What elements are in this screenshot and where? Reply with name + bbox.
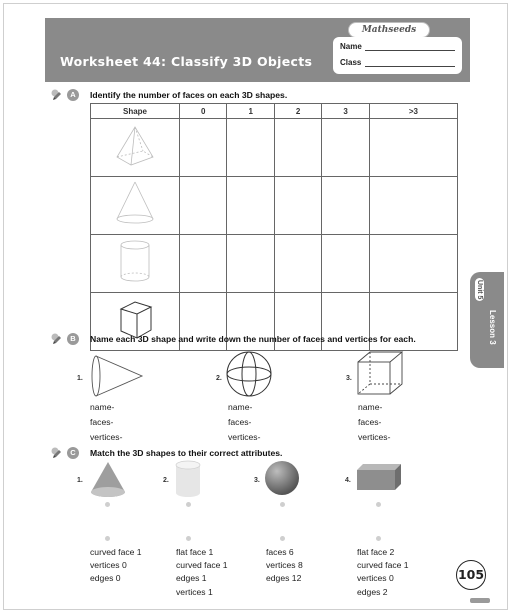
attribute-list xyxy=(90,546,142,586)
answer-cell[interactable] xyxy=(274,177,321,235)
match-dot[interactable] xyxy=(376,536,381,541)
attribute-line: vertices 1 xyxy=(176,586,213,597)
vertices-line: vertices- xyxy=(358,432,391,442)
match-dot[interactable] xyxy=(376,502,381,507)
page-number: 105 xyxy=(456,560,486,590)
attribute-list xyxy=(176,546,228,599)
attribute-line: flat face 1 xyxy=(176,547,214,557)
worksheet-title: Worksheet 44: Classify 3D Objects xyxy=(60,54,313,69)
shape-cell xyxy=(91,119,180,177)
table-row xyxy=(91,235,458,293)
lesson-label: Lesson 3 xyxy=(488,310,497,345)
answer-cell[interactable] xyxy=(322,235,369,293)
name-line: name- xyxy=(358,402,383,412)
unit-lesson-tab xyxy=(470,272,504,368)
faces-line: faces- xyxy=(358,417,382,427)
answer-cell[interactable] xyxy=(322,177,369,235)
section-letter: C xyxy=(67,447,79,459)
attribute-line: edges 2 xyxy=(357,586,388,597)
cone-icon xyxy=(91,177,179,229)
section-b-badge xyxy=(50,332,79,346)
match-dot[interactable] xyxy=(280,536,285,541)
column-header: 2 xyxy=(274,104,321,119)
answer-cell[interactable] xyxy=(227,177,274,235)
pyramid-icon xyxy=(91,119,179,171)
section-letter: A xyxy=(67,89,79,101)
answer-lines xyxy=(228,400,260,445)
cone-icon xyxy=(88,460,128,500)
attribute-line: flat face 2 xyxy=(357,547,395,557)
vertices-line: vertices- xyxy=(90,432,123,442)
rectangular-prism-icon xyxy=(355,462,403,492)
class-label: Class xyxy=(340,58,362,67)
answer-lines xyxy=(90,400,122,445)
attribute-line: vertices 0 xyxy=(90,560,127,571)
section-a-instruction: Identify the number of faces on each 3D shapes. xyxy=(90,90,288,100)
name-label: Name xyxy=(340,42,362,51)
cylinder-icon xyxy=(91,235,179,287)
attribute-line: edges 0 xyxy=(90,573,121,584)
faces-line: faces- xyxy=(90,417,114,427)
item-number: 2. xyxy=(163,477,169,484)
item-number: 4. xyxy=(345,477,351,484)
column-header: 3 xyxy=(322,104,369,119)
answer-cell[interactable] xyxy=(180,177,227,235)
answer-cell[interactable] xyxy=(227,235,274,293)
attribute-line: edges 1 xyxy=(176,573,207,584)
answer-cell[interactable] xyxy=(369,119,457,177)
match-dot[interactable] xyxy=(105,502,110,507)
section-a-badge xyxy=(50,88,79,102)
attribute-line: vertices 0 xyxy=(357,573,394,584)
class-field[interactable] xyxy=(365,66,455,67)
name-class-box xyxy=(333,37,462,74)
sphere-icon xyxy=(264,460,300,496)
answer-cell[interactable] xyxy=(180,235,227,293)
match-dot[interactable] xyxy=(105,536,110,541)
section-b-instruction: Name each 3D shape and write down the number of faces and vertices for each. xyxy=(90,334,416,344)
unit-label: Unit 5 xyxy=(476,280,483,300)
answer-cell[interactable] xyxy=(274,235,321,293)
pencil-icon xyxy=(50,446,64,460)
cube-icon xyxy=(355,350,407,400)
column-header: 0 xyxy=(180,104,227,119)
section-c-badge xyxy=(50,446,79,460)
column-header: Shape xyxy=(91,104,180,119)
column-header: 1 xyxy=(227,104,274,119)
faces-table xyxy=(90,103,458,351)
section-letter: B xyxy=(67,333,79,345)
cylinder-icon xyxy=(172,460,204,500)
name-field[interactable] xyxy=(365,50,455,51)
item-number: 2. xyxy=(216,375,222,382)
brand-logo: Mathseeds xyxy=(348,22,430,38)
shape-cell xyxy=(91,235,180,293)
attribute-line: curved face 1 xyxy=(357,560,409,571)
table-row xyxy=(91,119,458,177)
pencil-icon xyxy=(50,332,64,346)
answer-cell[interactable] xyxy=(369,235,457,293)
name-line: name- xyxy=(228,402,253,412)
corner-strip xyxy=(470,598,490,603)
shape-cell xyxy=(91,177,180,235)
answer-lines xyxy=(358,400,390,445)
attribute-line: curved face 1 xyxy=(176,560,228,571)
item-number: 1. xyxy=(77,375,83,382)
attribute-line: faces 6 xyxy=(266,547,294,557)
pencil-icon xyxy=(50,88,64,102)
answer-cell[interactable] xyxy=(227,119,274,177)
faces-line: faces- xyxy=(228,417,252,427)
attribute-line: vertices 8 xyxy=(266,560,303,571)
faces-table-header xyxy=(91,104,458,119)
answer-cell[interactable] xyxy=(180,119,227,177)
item-number: 3. xyxy=(346,375,352,382)
match-dot[interactable] xyxy=(186,502,191,507)
column-header: >3 xyxy=(369,104,457,119)
item-number: 3. xyxy=(254,477,260,484)
match-dot[interactable] xyxy=(280,502,285,507)
name-line: name- xyxy=(90,402,115,412)
match-dot[interactable] xyxy=(186,536,191,541)
answer-cell[interactable] xyxy=(369,177,457,235)
sphere-icon xyxy=(225,350,273,398)
table-row xyxy=(91,177,458,235)
attribute-list xyxy=(266,546,303,586)
vertices-line: vertices- xyxy=(228,432,261,442)
cone-icon xyxy=(86,352,146,400)
attribute-line: edges 12 xyxy=(266,573,302,584)
answer-cell[interactable] xyxy=(274,119,321,177)
section-c-instruction: Match the 3D shapes to their correct attributes. xyxy=(90,448,283,458)
item-number: 1. xyxy=(77,477,83,484)
answer-cell[interactable] xyxy=(322,119,369,177)
attribute-line: curved face 1 xyxy=(90,547,142,557)
attribute-list xyxy=(357,546,409,599)
